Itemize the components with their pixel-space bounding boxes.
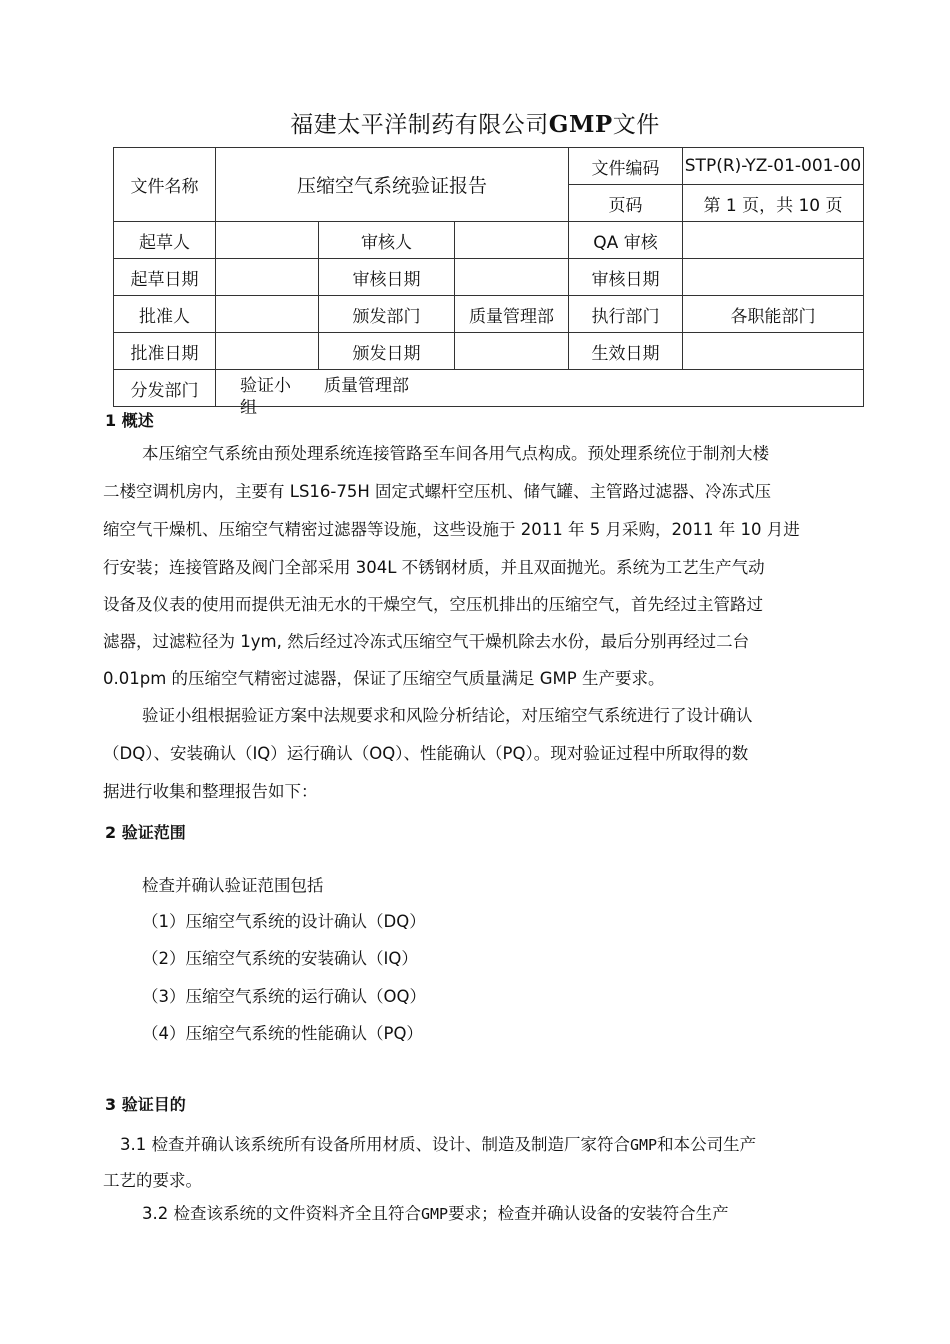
file-name-value: 压缩空气系统验证报告 <box>216 148 569 222</box>
qa-value <box>683 222 864 259</box>
s3-item-2-a: 3.2 检查该系统的文件资料齐全且符合 <box>142 1204 421 1223</box>
approver-value <box>216 296 319 333</box>
page-value: 第 1 页，共 10 页 <box>683 185 864 222</box>
s1-p1-line5: 设备及仪表的使用而提供无油无水的干燥空气，空压机排出的压缩空气，首先经过主管路过 <box>103 595 763 614</box>
section3-heading: 3 验证目的 <box>105 1095 186 1114</box>
s1-p1-line4: 行安装；连接管路及阀门全部采用 304L 不锈钢材质，并且双面抛光。系统为工艺生产气动 <box>103 558 765 577</box>
s1-p1-line1: 本压缩空气系统由预处理系统连接管路至车间各用气点构成。预处理系统位于制剂大楼 <box>142 444 769 463</box>
issue-dept-value: 质量管理部 <box>455 296 569 333</box>
reviewer-value <box>455 222 569 259</box>
s1-p2-line3: 据进行收集和整理报告如下： <box>103 782 318 801</box>
reviewer-label: 审核人 <box>319 222 455 259</box>
distribution-value-1: 验证小组 <box>240 376 291 418</box>
s1-p1-line7: 0.01pm 的压缩空气精密过滤器，保证了压缩空气质量满足 GMP 生产要求。 <box>103 669 665 688</box>
draft-date-value <box>216 259 319 296</box>
distribution-value-2: 质量管理部 <box>324 376 409 396</box>
drafter-label: 起草人 <box>114 222 216 259</box>
s2-intro: 检查并确认验证范围包括 <box>142 876 324 895</box>
title-company: 福建太平洋制药有限公司 <box>290 112 549 138</box>
section2-heading: 2 验证范围 <box>105 823 186 842</box>
effective-date-label: 生效日期 <box>569 333 683 370</box>
document-meta-table <box>113 147 864 418</box>
s3-item-2-b: 要求；检查并确认设备的安装符合生产 <box>448 1204 729 1223</box>
distribution-value-cell <box>216 370 864 418</box>
drafter-value <box>216 222 319 259</box>
file-code-value: STP(R)-YZ-01-001-00 <box>683 148 864 185</box>
qa-label: QA 审核 <box>569 222 683 259</box>
review-date-label: 审核日期 <box>319 259 455 296</box>
exec-dept-value: 各职能部门 <box>683 296 864 333</box>
title-gmp: GMP <box>548 111 613 138</box>
s3-item-1-b: 和本公司生产 <box>657 1135 757 1154</box>
issue-date-value <box>455 333 569 370</box>
approver-label: 批准人 <box>114 296 216 333</box>
file-name-label: 文件名称 <box>114 148 216 222</box>
approve-date-value <box>216 333 319 370</box>
s3-item-2-gmp: GMP <box>421 1205 449 1223</box>
review-date-value-2 <box>683 259 864 296</box>
s3-item-1 <box>120 1131 756 1155</box>
review-date-label-2: 审核日期 <box>569 259 683 296</box>
issue-date-label: 颁发日期 <box>319 333 455 370</box>
s1-p1-line6: 滤器，过滤粒径为 1ym, 然后经过冷冻式压缩空气干燥机除去水份，最后分别再经过二台 <box>103 632 750 651</box>
s3-item-2 <box>142 1200 729 1224</box>
title-suffix: 文件 <box>612 112 660 138</box>
s2-item-1: （1）压缩空气系统的设计确认（DQ） <box>142 912 426 931</box>
s1-p2-line1: 验证小组根据验证方案中法规要求和风险分析结论，对压缩空气系统进行了设计确认 <box>142 706 753 725</box>
s3-item-1-a: 3.1 检查并确认该系统所有设备所用材质、设计、制造及制造厂家符合 <box>120 1135 630 1154</box>
section1-heading: 1 概述 <box>105 411 154 430</box>
issue-dept-label: 颁发部门 <box>319 296 455 333</box>
s1-p1-line2: 二楼空调机房内，主要有 LS16-75H 固定式螺杆空压机、储气罐、主管路过滤器、冷冻式压 <box>103 482 772 501</box>
file-code-label: 文件编码 <box>569 148 683 185</box>
page-label: 页码 <box>569 185 683 222</box>
draft-date-label: 起草日期 <box>114 259 216 296</box>
s3-item-1-line2: 工艺的要求。 <box>103 1171 202 1190</box>
s2-item-4: （4）压缩空气系统的性能确认（PQ） <box>142 1024 423 1043</box>
s1-p2-line2: （DQ）、安装确认（IQ）运行确认（OQ）、性能确认（PQ）。现对验证过程中所取得的数 <box>103 744 749 763</box>
s2-item-3: （3）压缩空气系统的运行确认（OQ） <box>142 987 426 1006</box>
s3-item-1-gmp: GMP <box>630 1136 658 1154</box>
distribution-label: 分发部门 <box>114 370 216 407</box>
exec-dept-label: 执行部门 <box>569 296 683 333</box>
s2-item-2: （2）压缩空气系统的安装确认（IQ） <box>142 949 418 968</box>
s1-p1-line3: 缩空气干燥机、压缩空气精密过滤器等设施，这些设施于 2011 年 5 月采购，2011 年 10 月进 <box>103 520 800 539</box>
effective-date-value <box>683 333 864 370</box>
approve-date-label: 批准日期 <box>114 333 216 370</box>
review-date-value <box>455 259 569 296</box>
document-title <box>0 106 950 139</box>
